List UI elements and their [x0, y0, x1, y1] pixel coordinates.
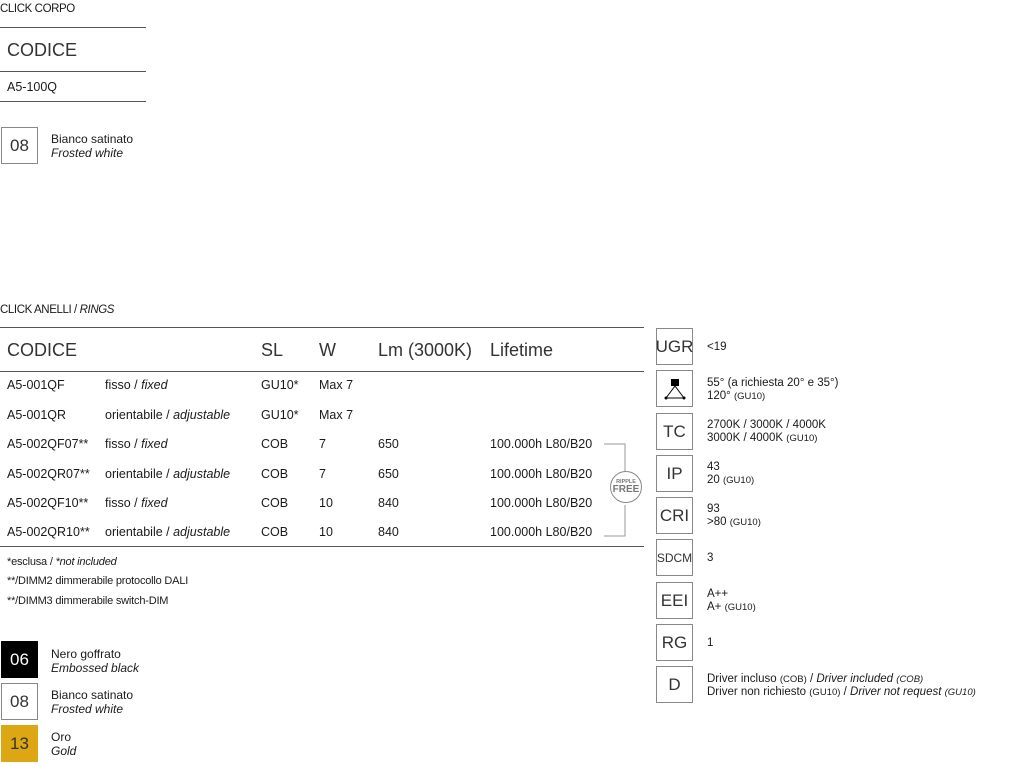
divider	[0, 371, 644, 372]
row-desc: fisso / fixed	[105, 437, 168, 451]
divider	[0, 27, 146, 28]
finish-swatch-13: 13	[1, 725, 38, 762]
spec-ip-box: IP	[656, 455, 693, 492]
corpo-title: CLICK CORPO	[0, 3, 75, 15]
row-code: A5-002QR07**	[7, 467, 90, 481]
finish-swatch-08: 08	[1, 127, 38, 164]
row-sl: COB	[261, 525, 289, 539]
row-w: 10	[319, 496, 333, 510]
divider	[0, 71, 146, 72]
note-dimm2: **/DIMM2 dimmerabile protocollo DALI	[7, 575, 189, 587]
ring-finish-label	[51, 647, 139, 675]
spec-rg-box: RG	[656, 624, 693, 661]
spec-eei-box: EEI	[656, 582, 693, 619]
finish-swatch-06: 06	[1, 641, 38, 678]
rings-header-lm: Lm (3000K)	[378, 340, 473, 360]
ripple-free-top: RIPPLE	[616, 479, 636, 485]
rings-header-w: W	[319, 340, 336, 360]
row-code: A5-001QR	[7, 408, 67, 422]
spec-tc-value: 2700K / 3000K / 4000K 3000K / 4000K (GU10)	[707, 419, 826, 444]
row-code: A5-001QF	[7, 378, 65, 392]
row-w: 7	[319, 467, 326, 481]
corpo-finish-label	[51, 132, 133, 160]
finish-swatch-08: 08	[1, 683, 38, 720]
spec-d-value: Driver incluso (COB) / Driver included (COB) Driver non richiesto (GU10) / Driver not request (GU10)	[707, 673, 976, 698]
ring-finish-label	[51, 688, 133, 716]
finish-name-en: Gold	[51, 744, 77, 758]
row-sl: GU10*	[261, 378, 299, 392]
row-w: Max 7	[319, 378, 354, 392]
spec-rg-value: 1	[707, 637, 714, 649]
rings-header-lifetime: Lifetime	[490, 340, 554, 360]
spec-cri-box: CRI	[656, 497, 693, 534]
ripple-free-bottom: FREE	[612, 484, 640, 495]
note-dimm3: **/DIMM3 dimmerabile switch-DIM	[7, 595, 169, 607]
divider	[0, 101, 146, 102]
row-desc: fisso / fixed	[105, 496, 168, 510]
finish-name-it: Bianco satinato	[51, 132, 134, 146]
row-lifetime: 100.000h L80/B20	[490, 467, 593, 481]
row-sl: COB	[261, 437, 289, 451]
row-desc: orientabile / adjustable	[105, 467, 231, 481]
rings-header-codice: CODICE	[7, 340, 78, 360]
spec-d-box: D	[656, 666, 693, 703]
spec-ip-value: 43 20 (GU10)	[707, 461, 755, 486]
spec-sdcm-value: 3	[707, 552, 714, 564]
note-excluded: *esclusa / *not included	[7, 556, 117, 568]
spec-beam-box	[656, 370, 693, 407]
row-w: 10	[319, 525, 333, 539]
row-desc: orientabile / adjustable	[105, 525, 231, 539]
row-sl: COB	[261, 467, 289, 481]
ripple-free-badge	[610, 471, 642, 503]
row-w: 7	[319, 437, 326, 451]
spec-ugr-value: <19	[707, 341, 727, 353]
row-desc: fisso / fixed	[105, 378, 168, 392]
row-code: A5-002QF07**	[7, 437, 89, 451]
row-lm: 840	[378, 525, 399, 539]
spec-beam-value: 55° (a richiesta 20° e 35°) 120° (GU10)	[707, 377, 839, 402]
corpo-header-codice: CODICE	[7, 40, 78, 60]
row-code: A5-002QR10**	[7, 525, 90, 539]
row-lifetime: 100.000h L80/B20	[490, 525, 593, 539]
row-sl: GU10*	[261, 408, 299, 422]
beam-angle-icon	[663, 377, 687, 401]
row-lifetime: 100.000h L80/B20	[490, 437, 593, 451]
finish-name-en: Embossed black	[51, 661, 140, 675]
spec-eei-value: A++ A+ (GU10)	[707, 588, 756, 613]
row-code: A5-002QF10**	[7, 496, 89, 510]
divider	[0, 327, 644, 328]
row-lm: 650	[378, 467, 399, 481]
spec-ugr-box: UGR	[656, 328, 693, 365]
row-lifetime: 100.000h L80/B20	[490, 496, 593, 510]
rings-header-sl: SL	[261, 340, 284, 360]
finish-name-it: Oro	[51, 730, 72, 744]
spec-cri-value: 93 >80 (GU10)	[707, 503, 761, 528]
spec-sdcm-box: SDCM	[656, 539, 693, 576]
ring-finish-label	[51, 730, 76, 758]
row-w: Max 7	[319, 408, 354, 422]
row-lm: 650	[378, 437, 399, 451]
row-sl: COB	[261, 496, 289, 510]
row-desc: orientabile / adjustable	[105, 408, 231, 422]
corpo-code: A5-100Q	[7, 80, 58, 94]
rings-title: CLICK ANELLI / RINGS	[0, 304, 115, 316]
row-lm: 840	[378, 496, 399, 510]
finish-name-en: Frosted white	[51, 146, 124, 160]
finish-name-en: Frosted white	[51, 702, 124, 716]
spec-tc-box: TC	[656, 413, 693, 450]
divider	[0, 546, 644, 547]
finish-name-it: Nero goffrato	[51, 647, 121, 661]
finish-name-it: Bianco satinato	[51, 688, 134, 702]
